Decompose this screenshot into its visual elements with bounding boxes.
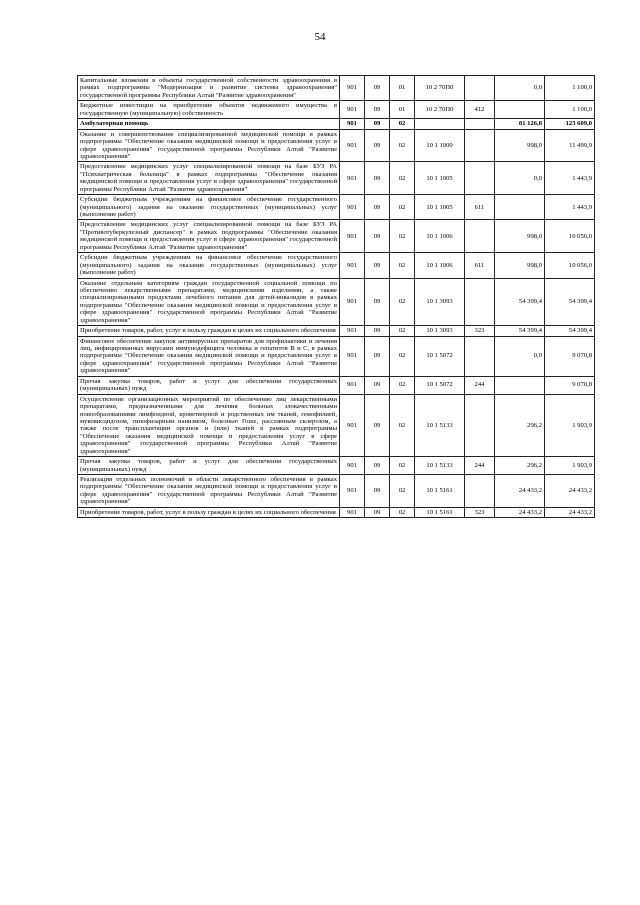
cell-expense-type-code xyxy=(465,129,495,162)
cell-subsection-code: 02 xyxy=(390,278,415,326)
cell-description: Предоставление медицинских услуг специализированной помощи на базе БУЗ РА "Психиатрическая больница" в рамках подпрограммы "Обеспечение оказания медицинской помощи и предоставления услуг в сфере здравоохранения" государственной программы Республики Алтай "Развитие здравоохранения" xyxy=(78,162,340,195)
cell-amount-2: 123 609,0 xyxy=(545,119,595,129)
cell-expense-type-code: 611 xyxy=(465,195,495,220)
cell-subsection-code: 02 xyxy=(390,376,415,394)
cell-target-code: 10 1 5161 xyxy=(415,475,465,508)
cell-amount-2: 1 443,9 xyxy=(545,195,595,220)
cell-expense-type-code: 323 xyxy=(465,507,495,517)
cell-amount-1 xyxy=(495,376,545,394)
cell-section-code: 09 xyxy=(365,336,390,376)
cell-subsection-code: 02 xyxy=(390,507,415,517)
cell-amount-2: 10 056,0 xyxy=(545,220,595,253)
cell-expense-type-code xyxy=(465,394,495,457)
cell-expense-type-code xyxy=(465,475,495,508)
cell-ministry-code: 901 xyxy=(340,253,365,278)
cell-amount-1: 296,2 xyxy=(495,394,545,457)
cell-amount-1 xyxy=(495,195,545,220)
cell-target-code: 10 1 1005 xyxy=(415,195,465,220)
cell-amount-2: 1 100,0 xyxy=(545,76,595,101)
cell-amount-1: 296,2 xyxy=(495,457,545,475)
cell-section-code: 09 xyxy=(365,394,390,457)
cell-expense-type-code: 611 xyxy=(465,253,495,278)
cell-expense-type-code xyxy=(465,220,495,253)
table-row xyxy=(78,376,595,394)
table-row xyxy=(78,76,595,101)
cell-description: Приобретение товаров, работ, услуг в пользу граждан в целях их социального обеспечения xyxy=(78,326,340,336)
cell-amount-1: 998,0 xyxy=(495,253,545,278)
cell-ministry-code: 901 xyxy=(340,195,365,220)
table-row xyxy=(78,394,595,457)
cell-expense-type-code xyxy=(465,76,495,101)
cell-description: Прочая закупка товаров, работ и услуг для обеспечения государственных (муниципальных) нужд xyxy=(78,457,340,475)
cell-description: Субсидии бюджетным учреждениям на финансовое обеспечение государственного (муниципального) задания на оказание государственных (муниципальных) услуг (выполнение работ) xyxy=(78,195,340,220)
cell-section-code: 09 xyxy=(365,76,390,101)
cell-target-code: 10 1 5161 xyxy=(415,507,465,517)
cell-subsection-code: 02 xyxy=(390,326,415,336)
table-row xyxy=(78,253,595,278)
cell-section-code: 09 xyxy=(365,326,390,336)
cell-subsection-code: 02 xyxy=(390,119,415,129)
table-row xyxy=(78,220,595,253)
cell-subsection-code: 02 xyxy=(390,394,415,457)
cell-amount-1: 0,0 xyxy=(495,162,545,195)
cell-amount-2: 11 499,9 xyxy=(545,129,595,162)
table-row xyxy=(78,162,595,195)
table-row xyxy=(78,195,595,220)
cell-subsection-code: 02 xyxy=(390,475,415,508)
cell-expense-type-code: 412 xyxy=(465,101,495,119)
cell-ministry-code: 901 xyxy=(340,475,365,508)
cell-section-code: 09 xyxy=(365,101,390,119)
cell-description: Оказание и совершенствование специализированной медицинской помощи в рамках подпрограммы "Обеспечение оказания медицинской помощи и предоставления услуг в сфере здравоохранения" государственной программы Республики Алтай "Развитие здравоохранения" xyxy=(78,129,340,162)
cell-description: Реализация отдельных полномочий в области лекарственного обеспечения в рамках подпрограммы "Обеспечение оказания медицинской помощи и предоставления услуг в сфере здравоохранения" государственной программы Республики Алтай "Развитие здравоохранения" xyxy=(78,475,340,508)
cell-amount-2: 1 903,9 xyxy=(545,394,595,457)
table-row xyxy=(78,101,595,119)
cell-amount-2: 54 399,4 xyxy=(545,278,595,326)
budget-table xyxy=(77,75,595,518)
cell-ministry-code: 901 xyxy=(340,220,365,253)
table-row xyxy=(78,129,595,162)
cell-target-code: 10 1 5072 xyxy=(415,336,465,376)
cell-amount-2: 1 100,0 xyxy=(545,101,595,119)
cell-subsection-code: 01 xyxy=(390,101,415,119)
cell-target-code: 10 1 5133 xyxy=(415,457,465,475)
cell-expense-type-code: 244 xyxy=(465,376,495,394)
table-row xyxy=(78,457,595,475)
cell-description: Прочая закупка товаров, работ и услуг для обеспечения государственных (муниципальных) нужд xyxy=(78,376,340,394)
cell-description: Финансовое обеспечение закупок антивирусных препаратов для профилактики и лечения лиц, инфицированных вирусами иммунодефицита человека и гепатитов В и С, в рамках подпрограммы "Обеспечение оказания медицинской помощи и предоставления услуг в сфере здравоохранения" государственной программы Республики Алтай "Развитие здравоохранения" xyxy=(78,336,340,376)
cell-target-code: 10 1 1006 xyxy=(415,220,465,253)
cell-ministry-code: 901 xyxy=(340,278,365,326)
cell-subsection-code: 02 xyxy=(390,162,415,195)
cell-subsection-code: 01 xyxy=(390,76,415,101)
cell-amount-2: 9 070,8 xyxy=(545,376,595,394)
cell-ministry-code: 901 xyxy=(340,101,365,119)
cell-description: Осуществление организационных мероприятий по обеспечению лиц лекарственными препаратами, предназначенными для лечения больных злокачественными новообразованиями лимфоидной, кроветворной и родственных им тканей, гемофилией, муковисцидозом, гипофизарным нанизмом, болезнью Гоше, рассеянным склерозом, а также после трансплантации органов и (или) тканей в рамках подпрограммы "Обеспечение оказания медицинской помощи и предоставления услуг в сфере здравоохранения" государственной программы Республики Алтай "Развитие здравоохранения" xyxy=(78,394,340,457)
cell-section-code: 09 xyxy=(365,220,390,253)
cell-target-code: 10 2 70П0 xyxy=(415,101,465,119)
cell-expense-type-code xyxy=(465,162,495,195)
cell-amount-1: 24 433,2 xyxy=(495,475,545,508)
cell-subsection-code: 02 xyxy=(390,195,415,220)
cell-amount-1: 54 399,4 xyxy=(495,326,545,336)
cell-ministry-code: 901 xyxy=(340,119,365,129)
cell-amount-2: 1 443,9 xyxy=(545,162,595,195)
cell-description: Предоставление медицинских услуг специализированной помощи на базе БУЗ РА "Противотуберкулезный диспансер" в рамках подпрограммы "Обеспечение оказания медицинской помощи и предоставления услуг в сфере здравоохранения" государственной программы Республики Алтай "Развитие здравоохранения" xyxy=(78,220,340,253)
cell-subsection-code: 02 xyxy=(390,220,415,253)
cell-description: Капитальные вложения в объекты государственной собственности здравоохранения в рамках подпрограммы "Модернизация и развитие системы здравоохранения" государственной программы Республики Алтай "Развитие здравоохранения" xyxy=(78,76,340,101)
cell-description: Бюджетные инвестиции на приобретение объектов недвижимого имущества в государственную (муниципальную) собственность xyxy=(78,101,340,119)
cell-section-code: 09 xyxy=(365,162,390,195)
page-number: 54 xyxy=(314,31,326,43)
cell-target-code: 10 1 1005 xyxy=(415,162,465,195)
cell-section-code: 09 xyxy=(365,253,390,278)
cell-target-code: 10 1 1000 xyxy=(415,129,465,162)
table-row xyxy=(78,119,595,129)
cell-amount-1: 81 126,8 xyxy=(495,119,545,129)
cell-ministry-code: 901 xyxy=(340,326,365,336)
table-row xyxy=(78,278,595,326)
cell-target-code: 10 2 70П0 xyxy=(415,76,465,101)
cell-amount-2: 24 433,2 xyxy=(545,475,595,508)
cell-description: Приобретение товаров, работ, услуг в пользу граждан в целях их социального обеспечения xyxy=(78,507,340,517)
cell-section-code: 09 xyxy=(365,195,390,220)
cell-amount-1: 0,0 xyxy=(495,336,545,376)
cell-expense-type-code xyxy=(465,119,495,129)
cell-ministry-code: 901 xyxy=(340,394,365,457)
cell-target-code: 10 1 5133 xyxy=(415,394,465,457)
cell-section-code: 09 xyxy=(365,457,390,475)
table-row xyxy=(78,326,595,336)
cell-ministry-code: 901 xyxy=(340,336,365,376)
table-row xyxy=(78,336,595,376)
cell-ministry-code: 901 xyxy=(340,507,365,517)
cell-target-code: 10 1 5072 xyxy=(415,376,465,394)
cell-ministry-code: 901 xyxy=(340,376,365,394)
cell-amount-1: 24 433,2 xyxy=(495,507,545,517)
cell-amount-1: 998,0 xyxy=(495,129,545,162)
cell-subsection-code: 02 xyxy=(390,457,415,475)
cell-subsection-code: 02 xyxy=(390,336,415,376)
table-row xyxy=(78,507,595,517)
cell-amount-2: 9 070,8 xyxy=(545,336,595,376)
cell-expense-type-code: 323 xyxy=(465,326,495,336)
cell-section-code: 09 xyxy=(365,507,390,517)
cell-target-code: 10 1 3093 xyxy=(415,278,465,326)
cell-subsection-code: 02 xyxy=(390,129,415,162)
cell-section-code: 09 xyxy=(365,119,390,129)
cell-target-code: 10 1 3093 xyxy=(415,326,465,336)
cell-target-code: 10 1 1006 xyxy=(415,253,465,278)
table-row xyxy=(78,475,595,508)
cell-amount-2: 54 399,4 xyxy=(545,326,595,336)
cell-section-code: 09 xyxy=(365,129,390,162)
cell-section-code: 09 xyxy=(365,475,390,508)
cell-ministry-code: 901 xyxy=(340,76,365,101)
cell-amount-1: 0,0 xyxy=(495,76,545,101)
cell-amount-2: 24 433,2 xyxy=(545,507,595,517)
cell-target-code xyxy=(415,119,465,129)
cell-expense-type-code xyxy=(465,278,495,326)
cell-ministry-code: 901 xyxy=(340,162,365,195)
cell-section-code: 09 xyxy=(365,278,390,326)
cell-amount-2: 1 903,9 xyxy=(545,457,595,475)
cell-amount-1: 54 399,4 xyxy=(495,278,545,326)
cell-amount-1: 998,0 xyxy=(495,220,545,253)
cell-description: Амбулаторная помощь xyxy=(78,119,340,129)
cell-ministry-code: 901 xyxy=(340,457,365,475)
cell-section-code: 09 xyxy=(365,376,390,394)
cell-description: Оказание отдельным категориям граждан государственной социальной помощи по обеспечению лекарственными препаратами, медицинскими изделиями, а также специализированными продуктами лечебного питания для детей-инвалидов в рамках подпрограммы "Обеспечение оказания медицинской помощи и предоставления услуг в сфере здравоохранения" государственной программы Республики Алтай "Развитие здравоохранения" xyxy=(78,278,340,326)
cell-amount-2: 10 056,0 xyxy=(545,253,595,278)
cell-description: Субсидии бюджетным учреждениям на финансовое обеспечение государственного (муниципального) задания на оказание государственных (муниципальных) услуг (выполнение работ) xyxy=(78,253,340,278)
cell-expense-type-code xyxy=(465,336,495,376)
cell-expense-type-code: 244 xyxy=(465,457,495,475)
cell-ministry-code: 901 xyxy=(340,129,365,162)
cell-amount-1 xyxy=(495,101,545,119)
cell-subsection-code: 02 xyxy=(390,253,415,278)
